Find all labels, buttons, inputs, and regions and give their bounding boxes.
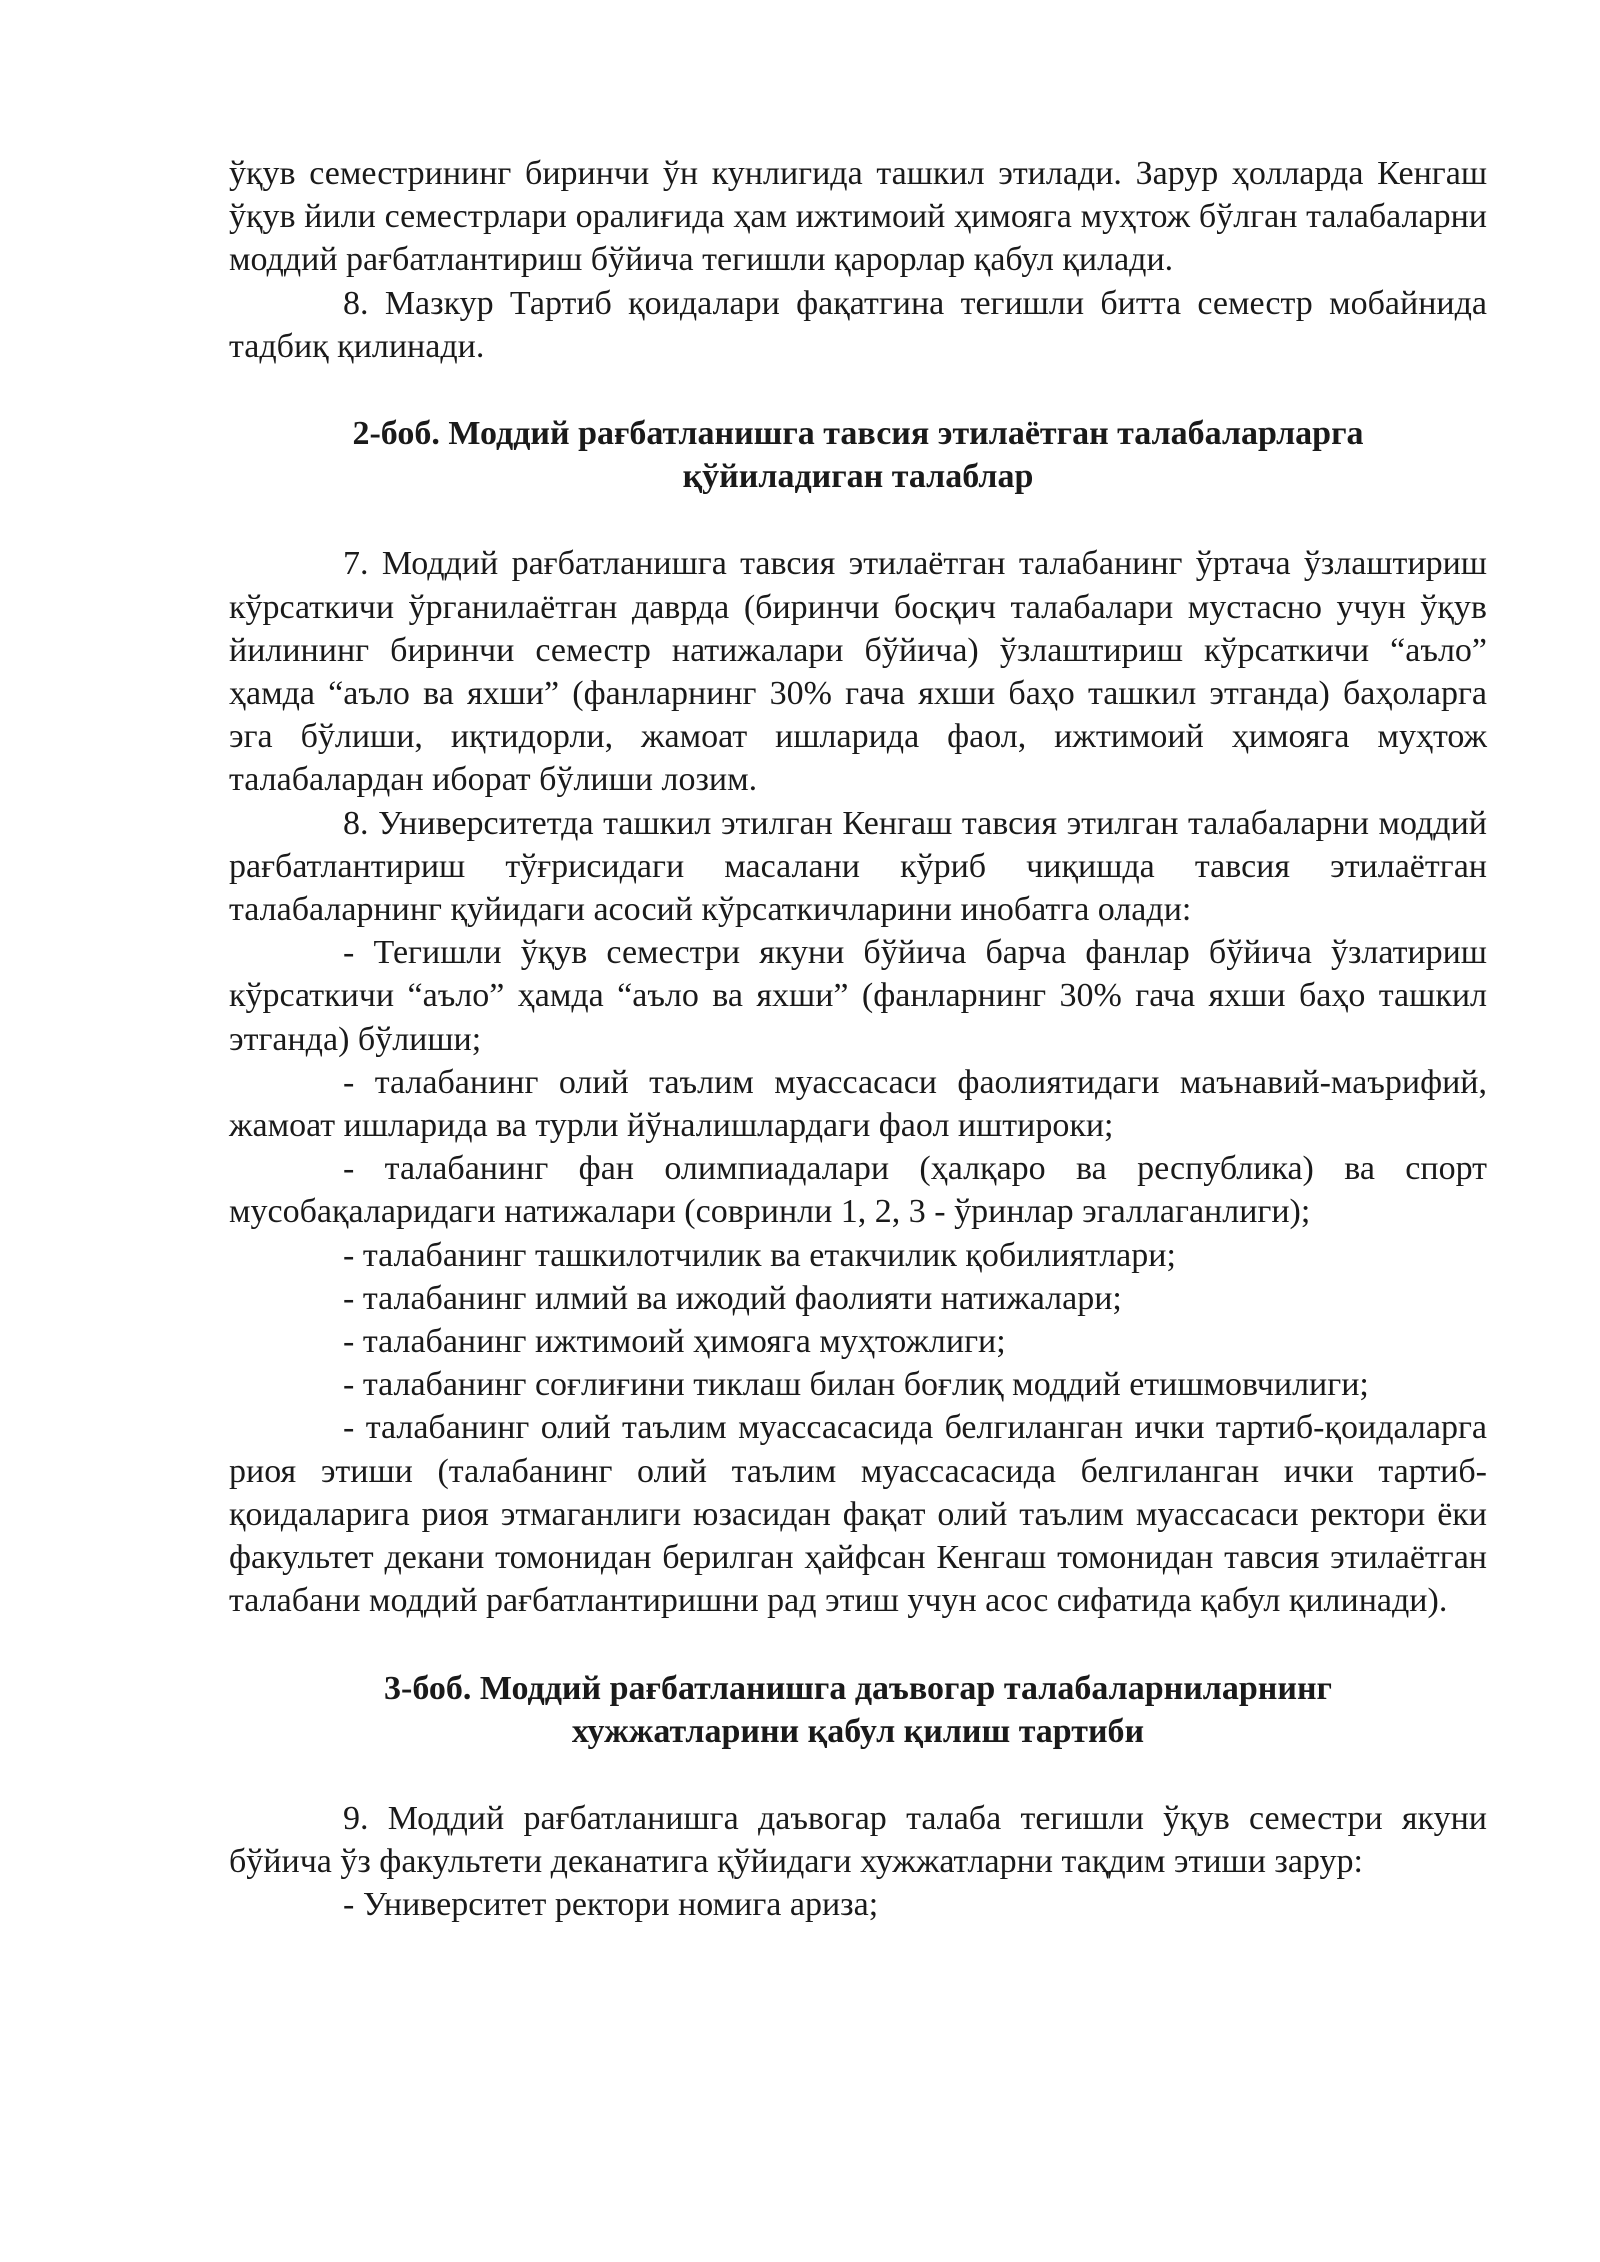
paragraph-8: 8. Университетда ташкил этилган Кенгаш тавсия этилган талабаларни моддий рағбатлантириш тўғрисидаги масалани кўриб чиқишда тавсия этилаётган талабаларнинг қуйидаги асосий кўрсаткичларини инобатга олади: bbox=[229, 804, 1487, 929]
list-item-rules: - талабанинг олий таълим муассасасида белгиланган ички тартиб-қоидаларга риоя этиши (талабанинг олий таълим муассасасида белгиланган ички тартиб-қоидаларига риоя этмаганлиги юзасидан фақат олий таълим муассасаси ректори ёки факультет декани томонидан берилган ҳайфсан Кенгаш томонидан тавсия этилаётган талабани моддий рағбатлантиришни рад этиш учун асос сифатида қабул қилинади). bbox=[229, 1409, 1487, 1620]
paragraph-top-2: 8. Мазкур Тартиб қоидалари фақатгина тегишли битта семестр мобайнида тадбиқ қилинади. bbox=[229, 284, 1487, 365]
chapter-2-title-line-1: 2-боб. Моддий рағбатланишга тавсия этилаётган талабаларларга bbox=[352, 415, 1364, 453]
paragraph-7: 7. Моддий рағбатланишга тавсия этилаётган талабанинг ўртача ўзлаштириш кўрсаткичи ўрганилаётган даврда (биринчи босқич талабалари мустасно учун ўқув йилининг биринчи семестр натижалари бўйича) ўзлаштириш кўрсаткичи “аъло” ҳамда “аъло ва яхши” (фанларнинг 30% гача яхши баҳо ташкил этганда) баҳоларга эга бўлиши, иқтидорли, жамоат ишларида фаол, ижтимоий ҳимояга муҳтож талабалардан иборат бўлиши лозим. bbox=[229, 545, 1487, 799]
list-item-application: - Университет ректори номига ариза; bbox=[343, 1886, 879, 1924]
chapter-3-title-line-2: хужжатларини қабул қилиш тартиби bbox=[571, 1712, 1145, 1750]
list-item-health: - талабанинг соғлиғини тиклаш билан боғлиқ моддий етишмовчилиги; bbox=[343, 1366, 1369, 1404]
chapter-3-heading bbox=[229, 1667, 1487, 1753]
list-item-social-need: - талабанинг ижтимоий ҳимояга муҳтожлиги; bbox=[343, 1323, 1006, 1361]
chapter-3-body bbox=[229, 1797, 1487, 1927]
chapter-2-title-line-2: қўйиладиган талаблар bbox=[682, 458, 1034, 496]
list-item-olympiads: - талабанинг фан олимпиадалари (ҳалқаро ва республика) ва спорт мусобақаларидаги натижалари (совринли 1, 2, 3 - ўринлар эгаллаганлиги); bbox=[229, 1150, 1487, 1231]
list-item-research: - талабанинг илмий ва ижодий фаолияти натижалари; bbox=[343, 1279, 1122, 1317]
chapter-3-title-line-1: 3-боб. Моддий рағбатланишга даъвогар талабаларниларнинг bbox=[384, 1669, 1332, 1707]
chapter-2-heading bbox=[229, 412, 1487, 498]
list-item-activity: - талабанинг олий таълим муассасаси фаолиятидаги маънавий-маърифий, жамоат ишларида ва турли йўналишлардаги фаол иштироки; bbox=[229, 1063, 1487, 1145]
chapter-2-body bbox=[229, 542, 1487, 1622]
list-item-leadership: - талабанинг ташкилотчилик ва етакчилик қобилиятлари; bbox=[343, 1236, 1176, 1274]
paragraph-top-1: ўқув семестрининг биринчи ўн кунлигида ташкил этилади. Зарур ҳолларда Кенгаш ўқув йили семестрлари оралиғида ҳам ижтимоий ҳимояга муҳтож бўлган талабаларни моддий рағбатлантириш бўйича тегишли қарорлар қабул қилади. bbox=[229, 155, 1487, 279]
list-item-grades: - Тегишли ўқув семестри якуни бўйича барча фанлар бўйича ўзлатириш кўрсаткичи “аъло” ҳамда “аъло ва яхши” (фанларнинг 30% гача яхши баҳо ташкил этганда) бўлиши; bbox=[229, 934, 1487, 1058]
document-page bbox=[229, 152, 1487, 1927]
paragraph-9: 9. Моддий рағбатланишга даъвогар талаба тегишли ўқув семестри якуни бўйича ўз факультети деканатига қўйидаги хужжатларни тақдим этиши зарур: bbox=[229, 1799, 1487, 1881]
